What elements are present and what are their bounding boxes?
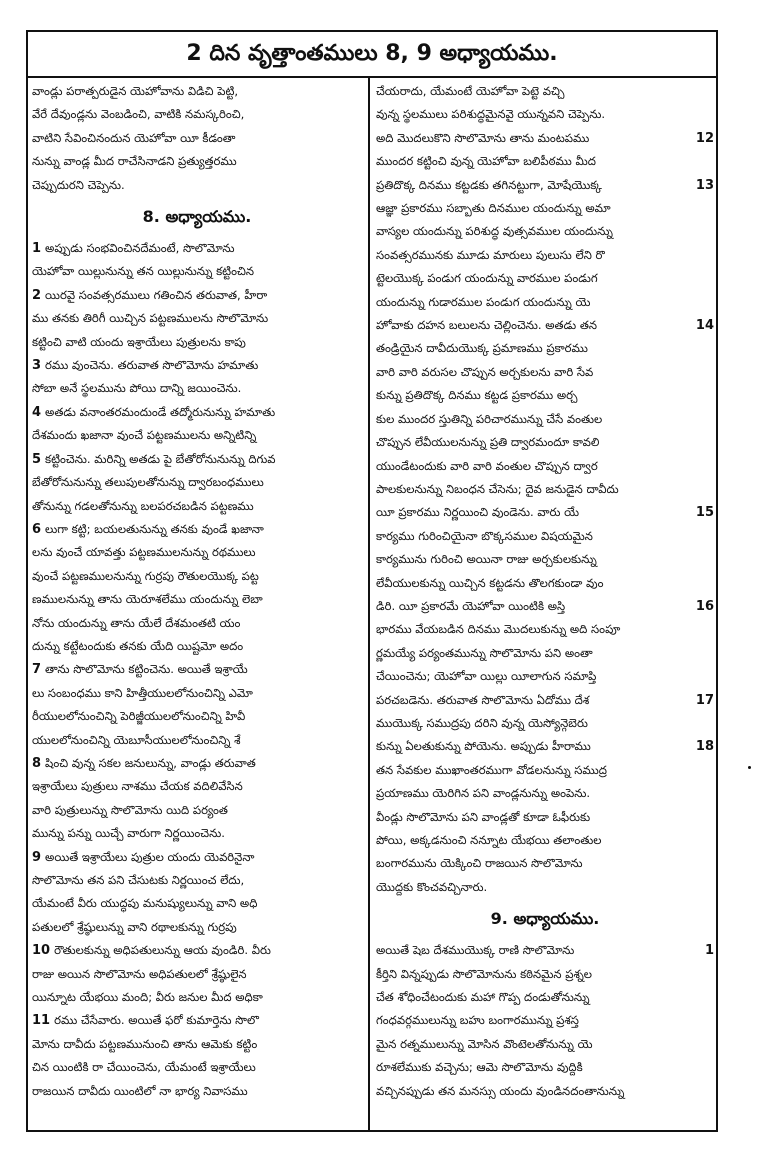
verse-text: పోయి, అక్కడనుంచి నన్నూట యేభయి తలాంతుల [376, 833, 602, 847]
right-column [376, 80, 714, 1130]
verse-line [376, 1080, 714, 1103]
verse-line [376, 361, 714, 384]
left-column [32, 80, 362, 1130]
verse-text: ము తనకు తిరిగీ యిచ్చిన పట్టణములను సొలొమోను [32, 311, 269, 326]
verse-text: ప్రతిదొక్క దినము కట్టడకు తగినట్టుగా, మోషేయొక్క [376, 177, 602, 192]
verse-line [376, 103, 714, 126]
verse-text: యిరవై సంవత్సరములు గతించిన తరువాత, హీరా [45, 287, 268, 302]
verse-text: పరచబడెను. తరువాత సొలొమోను ఏదోము దేశ [376, 692, 590, 707]
verse-text: తన సేవకుల ముఖాంతరముగా వోడలనున్ను సముద్ర [376, 762, 607, 777]
verse-number: 18 [695, 739, 714, 755]
verse-line [32, 775, 362, 798]
verse-number: 16 [695, 598, 714, 614]
verse-text: సోబా అనే స్థలమును పోయి దాన్ని జయించెను. [32, 381, 242, 396]
verse-text: ముందర కట్టించి వున్న యెహోవా బలిపీఠము మీద [376, 154, 596, 169]
verse-line [376, 782, 714, 805]
verse-text: షించి వున్న సకల జనులున్ను, వాండ్లు తరువాత [45, 755, 256, 770]
verse-line [32, 892, 362, 915]
verse-text: వాటిని సేవించినందున యెహోవా యీ కీడంతా [32, 130, 236, 145]
verse-line [32, 939, 362, 962]
verse-text: అది మొదలుకొని సొలొమోను తాను మంటపము [376, 130, 590, 145]
verse-text: గంధవర్గములున్ను బహు బంగారమున్ను ప్రశస్త [376, 1013, 579, 1028]
verse-line [376, 829, 714, 852]
verse-text: మైన రత్నములున్ను మోసిన వొంటెలతోనున్ను యె [376, 1036, 593, 1051]
verse-text: లేవీయులకున్ను యిచ్చిన కట్టడను తొలగకుండా వుం [376, 575, 604, 590]
verse-line [376, 735, 714, 758]
verse-text: కున్ను ఏలతుకున్ను పోయెను. అప్పుడు హీరాము [376, 739, 591, 754]
verse-text: యీ ప్రకారము నిర్ణయించి వుండెను. వారు యే [376, 505, 579, 520]
verse-line [32, 799, 362, 822]
verse-text: యేమంటే వీరు యుద్ధపు మనుష్యులున్ను వాని అధి [32, 896, 258, 911]
verse-line [32, 565, 362, 588]
verse-number: 9 [32, 849, 42, 865]
verse-line [376, 689, 714, 712]
verse-number: 14 [695, 318, 714, 334]
verse-line [32, 612, 362, 635]
verse-text: సంవత్సరమునకు మూడు మారులు పులుసు లేని రొ [376, 247, 605, 262]
verse-text: వాస్యల యందున్ను పరిశుద్ధ వుత్సవముల యందున్ను [376, 224, 613, 239]
verse-text: లు సంబంధము కాని హిత్తీయులలోనుంచిన్ని ఎమో [32, 685, 253, 700]
verse-text: తండ్రియైన దావీదుయొక్క ప్రమాణము ప్రకారము [376, 341, 588, 356]
verse-text: వుంచే పట్టణములనున్ను గుర్రపు రౌతులయొక్క పట్ట [32, 568, 259, 583]
verse-text: లుగా కట్టి; బయలతునున్ను తనకు వుండే ఖజానా [45, 521, 264, 536]
verse-number: 2 [32, 287, 42, 303]
verse-number: 10 [32, 943, 51, 959]
verse-text: అతడు వనాంతరమందుండే తద్మోరునున్ను హమాతు [45, 404, 276, 419]
verse-text: దున్ను కట్టేటందుకు తనకు యేది యిష్టమో అదం [32, 638, 244, 653]
verse-text: తాను సొలొమోను కట్టించెను. అయితే ఇశ్రాయే [45, 662, 248, 677]
verse-line [32, 495, 362, 518]
verse-text: కట్టించి వాటి యందు ఇశ్రాయేలు పుత్రులను కాపు [32, 334, 246, 349]
verse-text: యులలోనుంచిన్ని యెబూసీయులలోనుంచిన్ని శే [32, 732, 241, 747]
verse-line [32, 963, 362, 986]
verse-line [376, 80, 714, 103]
verse-line [32, 237, 362, 260]
verse-line [376, 174, 714, 197]
verse-line [376, 267, 714, 290]
verse-text: రము చేసేవారు. అయితే ఫరో కుమార్తెను సొలొ [54, 1013, 259, 1028]
verse-line [32, 307, 362, 330]
verse-text: యొద్దకు కొంచవచ్చినారు. [376, 879, 488, 894]
verse-line [32, 80, 362, 103]
verse-text: అయితే ఇశ్రాయేలు పుత్రుల యందు యెవరినైనా [45, 849, 255, 864]
verse-text: మున్ను పన్ను యిచ్చే వారుగా నిర్ణయించెను. [32, 826, 225, 841]
verse-line [376, 963, 714, 986]
verse-text: ప్రయాణము యెరిగిన పని వాండ్లనున్ను అంపెను. [376, 786, 591, 801]
verse-line [32, 658, 362, 681]
verse-line [32, 1056, 362, 1079]
chapter-heading: 9. అధ్యాయము. [490, 909, 600, 929]
verse-line [32, 635, 362, 658]
verse-text: డిరి. యీ ప్రకారమే యెహోవా యింటికి అస్తి [376, 598, 566, 613]
verse-text: కార్యము గురించియైనా బొక్కసముల విషయమైన [376, 528, 593, 543]
verse-text: వాండ్లు పరాత్పరుడైన యెహోవాను విడిచి పెట్టి, [32, 84, 239, 98]
verse-line [32, 284, 362, 307]
verse-text: ణములనున్ను తాను యెరూశలేము యందున్ను లెబా [32, 592, 263, 607]
verse-line [376, 197, 714, 220]
verse-line [32, 1033, 362, 1056]
verse-text: తోనున్ను గడలతోనున్ను బలపరచబడిన పట్టణము [32, 498, 254, 513]
verse-text: ముయొక్క సముద్రపు దరిని వున్న యెస్యోన్గెబెరు [376, 715, 588, 730]
verse-text: రూశలేముకు వచ్చెను; ఆమె సొలొమోను వుద్దికి [376, 1060, 583, 1075]
verse-text: వారి పుత్రులున్ను సొలొమోను యిది పర్యంత [32, 802, 228, 817]
verse-text: యెహోవా యిల్లునున్ను తన యిల్లునున్ను కట్టించిన [32, 264, 255, 279]
verse-text: ఆజ్ఞా ప్రకారము సబ్బాతు దినముల యందున్ను అమా [376, 201, 611, 216]
verse-number: 7 [32, 662, 42, 678]
text-columns [28, 76, 716, 1130]
verse-line [32, 354, 362, 377]
verse-line [376, 806, 714, 829]
verse-number: 4 [32, 404, 42, 420]
verse-line [376, 525, 714, 548]
page-header: 2 దిన వృత్తాంతములు 8, 9 అధ్యాయము. [28, 32, 716, 78]
verse-text: ఇశ్రాయేలు పుత్రులు నాశము చేయక వదిలివేసిన [32, 779, 243, 794]
verse-line [32, 869, 362, 892]
verse-line [376, 150, 714, 173]
verse-line [376, 408, 714, 431]
verse-line [376, 431, 714, 454]
verse-line [376, 572, 714, 595]
verse-number: 11 [32, 1013, 51, 1029]
verse-text: వీండ్లు సొలొమోను పని వాండ్లతో కూడా ఓఫీరుకు [376, 809, 591, 824]
verse-line [376, 759, 714, 782]
verse-text: వారి వారి వరుసల చొప్పున అర్చకులను వారి సేవ [376, 364, 594, 379]
verse-text: కున్ను ప్రతిదొక్క దినము కట్టడ ప్రకారము అర్చ [376, 388, 578, 403]
verse-number: 17 [695, 692, 714, 708]
verse-text: భారము వేయబడిన దినము మొదలుకున్ను అది సంపూ [376, 622, 621, 637]
verse-number: 1 [704, 943, 714, 959]
verse-line [376, 314, 714, 337]
verse-text: కుల ముందర స్తుతిన్ని పరిచారమున్ను చేసే వంతుల [376, 411, 603, 426]
verse-text: లను వుంచే యావత్తు పట్టణములనున్ను రథములు [32, 545, 256, 560]
verse-text: పాలకులనున్ను నిబంధన చేసెను; దైవ జనుడైన దావీదు [376, 481, 619, 496]
verse-line [376, 127, 714, 150]
verse-text: కార్యమును గురించి అయినా రాజు అర్చకులకున్ను [376, 552, 597, 567]
verse-text: కీర్తిని విన్నప్పుడు సొలొమోనును కఠినమైన ప్రశ్నల [376, 966, 592, 981]
verse-line [376, 595, 714, 618]
verse-line [32, 127, 362, 150]
verse-text: రీయులలోనుంచిన్ని పెరిజ్జీయులలోనుంచిన్ని హివీ [32, 709, 246, 724]
verse-text: యిన్నూట యేభయి మంది; వీరు జనుల మీద అధికా [32, 990, 263, 1005]
verse-number: 13 [695, 177, 714, 193]
verse-number: 6 [32, 521, 42, 537]
verse-text: హోవాకు దహన బలులను చెల్లించెను. అతడు తన [376, 318, 598, 333]
verse-text: ర్ణమయ్యే పర్యంతమున్ను సొలొమోను పని అంతా [376, 645, 593, 660]
chapter-heading: 8. అధ్యాయము. [142, 207, 252, 227]
verse-text: కట్టించెను. మరిన్ని అతడు పై బేతోరోనునున్ను దిగువ [45, 451, 276, 466]
verse-number: 8 [32, 755, 42, 771]
verse-text: అప్పుడు సంభవించినదేమంటే, సొలొమోను [45, 241, 235, 256]
verse-line [32, 752, 362, 775]
verse-line [376, 337, 714, 360]
verse-text: పతులలో శ్రేష్ఠులున్ను వాని రథాలకున్ను గుర్రపు [32, 919, 237, 934]
verse-text: వేరే దేవుండ్లను వెంబడించి, వాటికి నమస్కరించి, [32, 107, 245, 122]
verse-line [376, 852, 714, 875]
ink-dot [748, 766, 751, 769]
scripture-page [26, 30, 718, 1132]
verse-number: 12 [695, 130, 714, 146]
verse-line [32, 986, 362, 1009]
verse-line [32, 150, 362, 173]
verse-line [376, 384, 714, 407]
verse-line [32, 705, 362, 728]
verse-line [376, 244, 714, 267]
verse-line [376, 939, 714, 962]
verse-line [32, 541, 362, 564]
verse-line [376, 478, 714, 501]
verse-line [32, 471, 362, 494]
verse-text: చిన యింటికి రా చేయించెను, యేమంటే ఇశ్రాయేలు [32, 1060, 256, 1075]
verse-text: చేయించెను; యెహోవా యిల్లు యీలాగున సమాప్తి [376, 669, 597, 684]
verse-line [32, 1080, 362, 1103]
verse-text: బంగారమును యెక్కించి రాజయిన సొలొమోను [376, 856, 583, 871]
verse-text: ట్టెలయొక్క పండుగ యందున్ను వారముల పండుగ [376, 271, 598, 286]
verse-text: యందున్ను గుడారముల పండుగ యందున్ను యె [376, 294, 591, 309]
verse-line [376, 1033, 714, 1056]
verse-line [32, 916, 362, 939]
verse-line [32, 260, 362, 283]
verse-number: 3 [32, 358, 42, 374]
verse-number: 1 [32, 241, 42, 257]
verse-line [32, 401, 362, 424]
verse-line [376, 1009, 714, 1032]
verse-text: చొప్పున లేవీయులనున్ను ప్రతి ద్వారమందూ కావలి [376, 435, 600, 450]
verse-text: చేయరాదు, యేమంటే యెహోవా పెట్టె వచ్చి [376, 84, 565, 98]
verse-text: నోను యందున్ను తాను యేలే దేశమంతటి యం [32, 615, 241, 630]
verse-text: మోను దావీదు పట్టణమునుంచి తాను ఆమెకు కట్టిం [32, 1036, 258, 1051]
verse-line [376, 455, 714, 478]
verse-line [376, 618, 714, 641]
verse-text: రాజు అయిన సొలొమోను అధిపతులలో శ్రేష్ఠులైన [32, 966, 247, 981]
verse-text: చేత శోధించేటందుకు మహా గొప్ప దండుతోనున్ను [376, 990, 590, 1005]
verse-text: వున్న స్థలములు పరిశుద్ధమైనవై యున్నవని చెప్పెను. [376, 107, 606, 122]
verse-line [32, 846, 362, 869]
verse-line [32, 729, 362, 752]
verse-line [376, 665, 714, 688]
verse-line [376, 501, 714, 524]
verse-line [32, 682, 362, 705]
verse-number: 5 [32, 451, 42, 467]
verse-text: దేశమందు ఖజానా వుంచే పట్టణములను అన్నిటిన్ని [32, 428, 257, 443]
verse-line [32, 588, 362, 611]
verse-line [376, 1056, 714, 1079]
column-divider [368, 76, 370, 1130]
verse-text: అయితే షెబ దేశముయొక్క రాణి సొలొమోను [376, 943, 575, 958]
verse-line [32, 377, 362, 400]
verse-text: రాజయిన దావీదు యింటిలో నా భార్య నివాసము [32, 1083, 248, 1098]
verse-text: నున్ను వాండ్ల మీద రాచేసినాడని ప్రత్యుత్తరము [32, 154, 237, 169]
verse-line [32, 174, 362, 197]
verse-text: బేతోరోనునున్ను తలుపులతోనున్ను ద్వారబంధములు [32, 475, 264, 490]
verse-line [32, 1009, 362, 1032]
verse-line [376, 712, 714, 735]
verse-text: రము వుంచెను. తరువాత సొలొమోను హమాతు [45, 358, 259, 373]
verse-text: యుండేటందుకు వారి వారి వంతుల చొప్పున ద్వార [376, 458, 598, 473]
verse-text: రౌతులకున్ను అధిపతులున్ను ఆయ వుండిరి. వీరు [54, 943, 271, 958]
verse-line [32, 822, 362, 845]
verse-number: 15 [695, 505, 714, 521]
verse-text: సొలొమోను తన పని చేసుటకు నిర్ణయించ లేదు, [32, 873, 245, 887]
verse-line [32, 103, 362, 126]
verse-line [376, 291, 714, 314]
verse-line [376, 986, 714, 1009]
verse-line [376, 642, 714, 665]
verse-line [32, 424, 362, 447]
verse-text: చెప్పుదురని చెప్పెను. [32, 177, 125, 192]
verse-line [32, 331, 362, 354]
verse-line [376, 220, 714, 243]
verse-line [32, 448, 362, 471]
verse-line [32, 518, 362, 541]
verse-text: వచ్చినప్పుడు తన మనస్సు యందు వుండినదంతానున్ను [376, 1083, 625, 1098]
verse-line [376, 876, 714, 899]
verse-line [376, 548, 714, 571]
